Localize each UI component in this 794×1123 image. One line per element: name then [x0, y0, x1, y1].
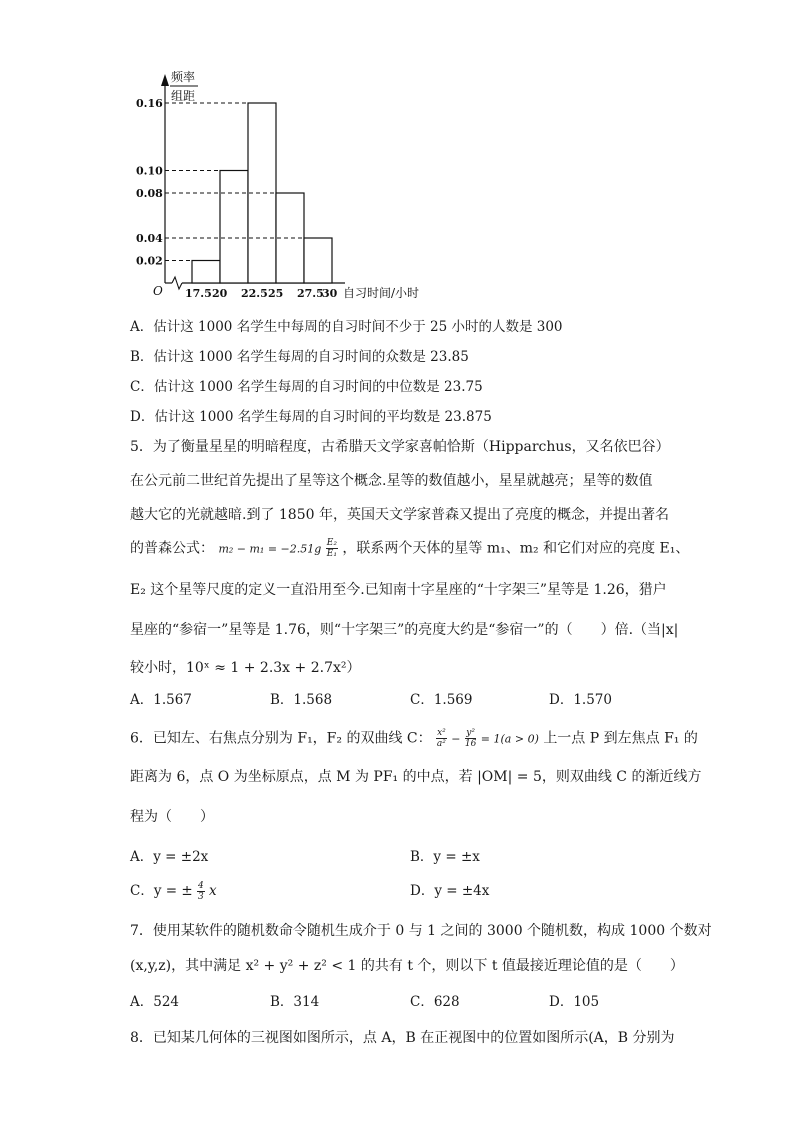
x-tick-label: 30 [322, 287, 338, 300]
q5-option-b: B．1.568 [270, 692, 333, 708]
q6-option-c-pre: C．y = ± [130, 883, 193, 899]
q6-eq-minus: − [451, 732, 461, 746]
q6-option-c-post: x [209, 883, 217, 899]
q6-line-1-post: 上一点 P 到左焦点 F₁ 的 [543, 730, 698, 747]
q6-eq-frac-2 [465, 728, 476, 749]
q6-eq-den-2: 16 [464, 739, 477, 749]
q6-option-c-frac [197, 881, 205, 902]
x-axis-label: 自习时间/小时 [343, 286, 420, 300]
q5-line-6: 星座的“参宿一”星等是 1.76，则“十字架三”的亮度大约是“参宿一”的（ ）倍.（当|x| [130, 622, 679, 638]
q5-line-5: E₂ 这个星等尺度的定义一直沿用至今.已知南十字星座的“十字架三”星等是 1.26，猎户 [130, 582, 667, 598]
q5-option-a: A．1.567 [130, 692, 192, 708]
y-axis-label-numerator: 频率 [171, 70, 196, 84]
histogram-chart [0, 0, 794, 310]
q6-option-a: A．y = ±2x [130, 849, 209, 865]
q5-frac-den: E₁ [326, 549, 337, 559]
y-axis-label-denominator: 组距 [171, 89, 196, 103]
q6-line-1-pre: 6．已知左、右焦点分别为 F₁，F₂ 的双曲线 C： [130, 730, 432, 747]
y-tick-label: 0.04 [136, 232, 163, 245]
x-tick-label: 20 [212, 287, 228, 300]
origin-label: O [153, 284, 163, 298]
y-tick-label: 0.02 [136, 254, 163, 268]
q4-option-d: D．估计这 1000 名学生每周的自习时间的平均数是 23.875 [130, 409, 492, 425]
histogram-bar [220, 171, 248, 284]
q7-option-c: C．628 [410, 994, 460, 1010]
q5-line-4-post: ，联系两个天体的星等 m₁、m₂ 和它们对应的亮度 E₁、 [342, 540, 690, 557]
q5-line-3: 越大它的光就越暗.到了 1850 年，英国天文学家普森又提出了亮度的概念，并提出著名 [130, 507, 669, 523]
q6-eq-frac-1 [436, 728, 447, 749]
q6-eq-num-1: x² [437, 728, 446, 738]
q6-eq-num-2: y² [466, 728, 475, 738]
q6-eq-den-1: a² [436, 739, 446, 749]
q4-option-b: B．估计这 1000 名学生每周的自习时间的众数是 23.85 [130, 349, 469, 365]
q6-option-c-num: 4 [197, 881, 204, 891]
x-tick-label: 22.5 [241, 287, 268, 300]
x-tick-label: 25 [268, 287, 284, 300]
q7-line-1: 7．使用某软件的随机数命令随机生成介于 0 与 1 之间的 3000 个随机数，构成 1000 个数对 [130, 923, 712, 939]
q6-option-b: B．y = ±x [410, 849, 480, 865]
q6-option-c [130, 881, 217, 902]
q5-line-4 [130, 538, 689, 560]
q7-line-2: (x,y,z)，其中满足 x² + y² + z² < 1 的共有 t 个，则以下 t 值最接近理论值的是（ ） [130, 958, 684, 974]
y-tick-label: 0.16 [136, 97, 163, 110]
q5-formula: m₂ − m₁ = −2.51g [218, 542, 322, 556]
q5-option-c: C．1.569 [410, 692, 473, 708]
q5-formula-fraction [326, 538, 338, 559]
q5-option-d: D．1.570 [549, 692, 612, 708]
x-tick-label: 17.5 [185, 287, 212, 300]
q6-option-c-den: 3 [197, 892, 204, 902]
q8-line-1: 8．已知某几何体的三视图如图所示，点 A，B 在正视图中的位置如图所示(A，B 分别为 [130, 1030, 675, 1046]
q6-line-3: 程为（ ） [130, 809, 214, 825]
q5-line-7: 较小时，10ˣ ≈ 1 + 2.3x + 2.7x²） [130, 660, 361, 676]
q7-option-a: A．524 [130, 994, 180, 1010]
y-tick-label: 0.08 [136, 187, 163, 200]
q6-line-2: 距离为 6，点 O 为坐标原点，点 M 为 PF₁ 的中点，若 |OM| = 5，则双曲线 C 的渐近线方 [130, 769, 702, 785]
q4-option-a: A．估计这 1000 名学生中每周的自习时间不少于 25 小时的人数是 300 [130, 319, 563, 335]
q7-option-b: B．314 [270, 994, 320, 1010]
q5-line-2: 在公元前二世纪首先提出了星等这个概念.星等的数值越小，星星就越亮；星等的数值 [130, 473, 653, 489]
x-axis-break [172, 277, 182, 289]
histogram-bar [304, 238, 332, 283]
histogram-bar [192, 261, 220, 284]
y-axis-arrow [161, 74, 169, 86]
q5-line-4-pre: 的普森公式： [130, 540, 214, 557]
q5-line-1: 5．为了衡量星星的明暗程度，古希腊天文学家喜帕恰斯（Hipparchus，又名依巴谷） [130, 439, 670, 455]
q6-eq-post: = 1(a > 0) [480, 732, 539, 746]
x-tick-label: 27.5 [297, 287, 324, 300]
q6-option-d: D．y = ±4x [410, 883, 490, 899]
y-tick-label: 0.10 [136, 164, 163, 178]
q4-option-c: C．估计这 1000 名学生每周的自习时间的中位数是 23.75 [130, 379, 483, 395]
q7-option-d: D．105 [549, 994, 600, 1010]
q5-frac-num: E₂ [326, 538, 337, 548]
q6-line-1 [130, 728, 698, 750]
